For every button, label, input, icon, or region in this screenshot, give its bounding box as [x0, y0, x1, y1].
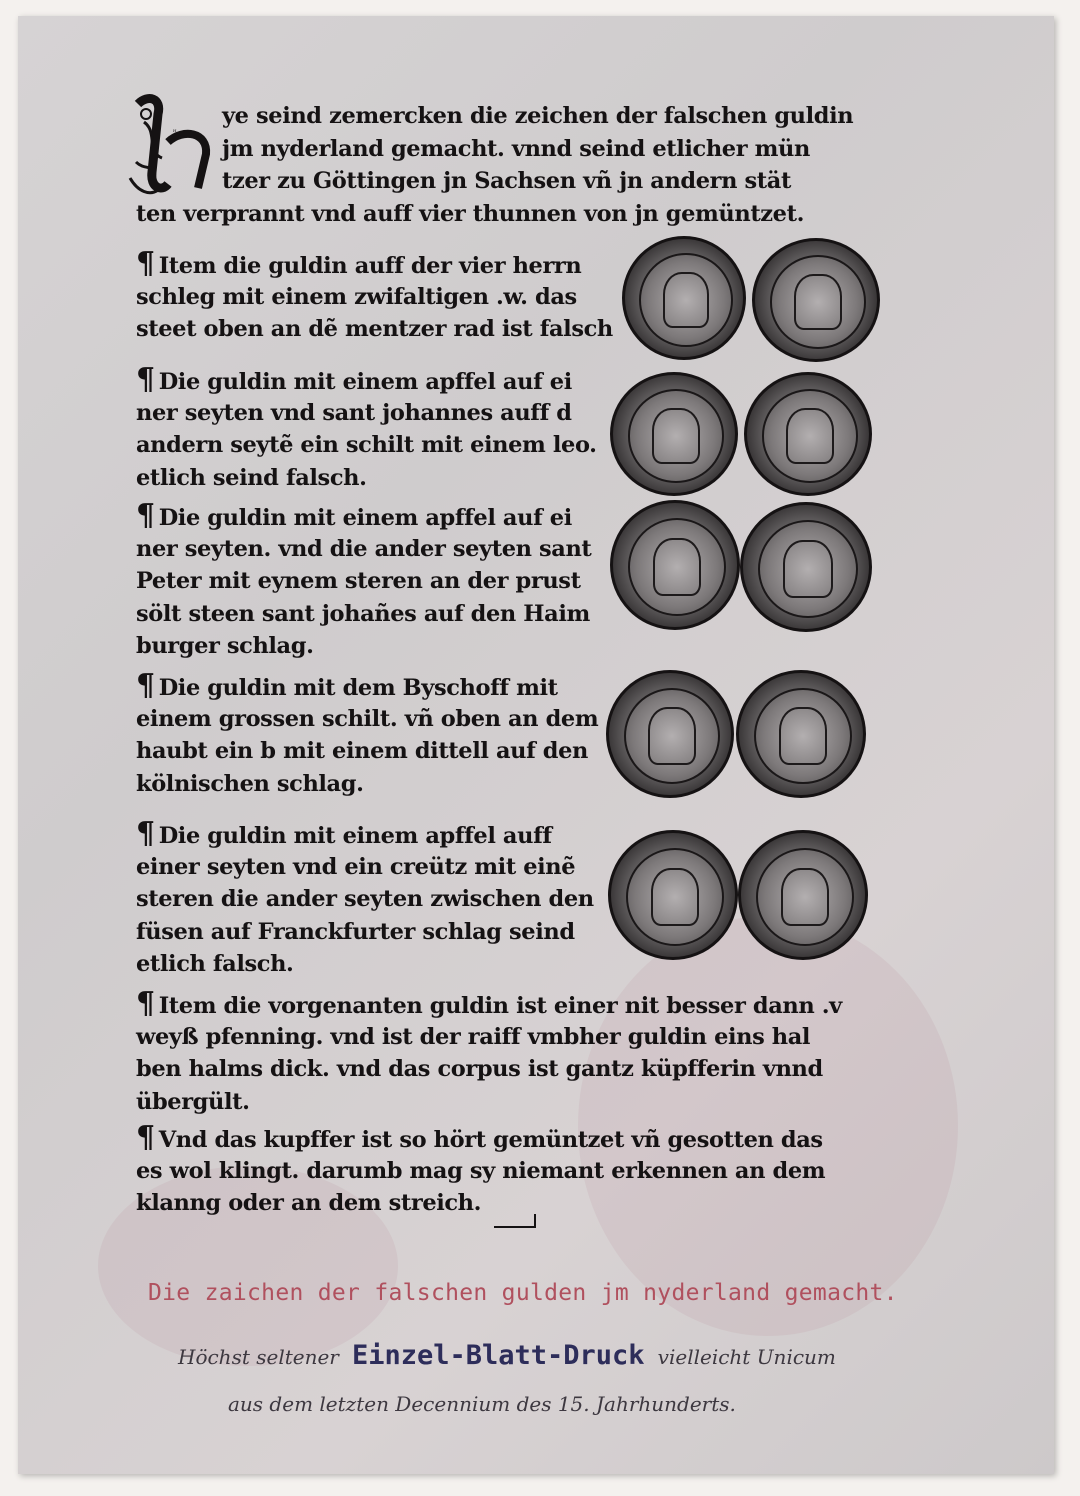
coin-icon — [738, 830, 868, 960]
paragraph-line: Item die vorgenanten guldin ist einer nit besser dann .v — [158, 993, 842, 1019]
coin-icon — [608, 830, 738, 960]
paragraph-line: weyß pfenning. vnd ist der raiff vmbher guldin eins hal — [136, 1023, 811, 1050]
coin-icon — [740, 502, 872, 632]
coin-icon — [736, 670, 866, 798]
caption-suffix: vielleicht Unicum — [657, 1345, 836, 1369]
header-text-block-2 — [136, 198, 804, 231]
pilcrow-icon: ¶ — [136, 498, 155, 533]
coin-icon — [752, 238, 880, 362]
paragraph-line: ner seyten vnd sant johannes auff d — [136, 399, 572, 426]
paragraph-line: einer seyten vnd ein creütz mit einẽ — [136, 853, 576, 880]
paragraph-line: einem grossen schilt. vñ oben an dem — [136, 705, 599, 732]
caption-line-2 — [178, 1340, 836, 1371]
paragraph-line: Die guldin mit einem apffel auff — [158, 823, 552, 849]
pilcrow-icon: ¶ — [136, 986, 155, 1021]
header-line: tzer zu Göttingen jn Sachsen vñ jn andern stät — [222, 168, 791, 194]
pilcrow-icon: ¶ — [136, 362, 155, 397]
caption-title: Einzel-Blatt-Druck — [351, 1340, 645, 1371]
paragraph-line: kölnischen schlag. — [136, 770, 364, 797]
paragraph-line: Vnd das kupffer ist so hört gemüntzet vñ gesotten das — [158, 1127, 823, 1153]
paragraph-line: Die guldin mit dem Byschoff mit — [158, 675, 558, 701]
caption-line-3: aus dem letzten Decennium des 15. Jahrhunderts. — [228, 1392, 736, 1416]
paragraph-line: etlich falsch. — [136, 951, 294, 977]
paragraph-line: übergült. — [136, 1088, 250, 1115]
red-caption: Die zaichen der falschen gulden jm nyderland gemacht. — [148, 1280, 898, 1306]
paragraph-line: es wol klingt. darumb mag sy niemant erkennen an dem — [136, 1157, 826, 1184]
paragraph-3 — [136, 500, 591, 663]
caption-prefix: Höchst seltener — [178, 1345, 339, 1369]
paragraph-6 — [136, 988, 842, 1118]
header-line: jm nyderland gemacht. vnnd seind etlicher mün — [222, 135, 810, 162]
header-line: ye seind zemercken die zeichen der falschen guldin — [222, 103, 854, 129]
decorated-initial-h-icon — [128, 92, 218, 200]
paragraph-line: haubt ein b mit einem dittell auf den — [136, 738, 588, 764]
paragraph-line: Die guldin mit einem apffel auf ei — [158, 505, 572, 531]
paragraph-4 — [136, 670, 598, 800]
paragraph-7 — [136, 1122, 825, 1220]
paragraph-line: burger schlag. — [136, 633, 314, 659]
svg-text:H: H — [173, 128, 177, 133]
paragraph-line: Item die guldin auff der vier herrn — [158, 253, 582, 279]
paragraph-line: ner seyten. vnd die ander seyten sant — [136, 535, 592, 562]
paragraph-line: Peter mit eynem steren an der prust — [136, 568, 581, 594]
paragraph-line: schleg mit einem zwifaltigen .w. das — [136, 283, 577, 310]
paragraph-line: steet oben an dẽ mentzer rad ist falsch — [136, 316, 613, 342]
header-line: ten verprannt vnd auff vier thunnen von jn gemüntzet. — [136, 201, 805, 227]
paragraph-line: sölt steen sant johañes auf den Haim — [136, 600, 590, 627]
coin-icon — [744, 372, 872, 496]
paragraph-line: füsen auf Franckfurter schlag seind — [136, 918, 575, 945]
paragraph-line: Die guldin mit einem apffel auf ei — [158, 369, 572, 395]
coin-icon — [610, 500, 740, 630]
paragraph-line: klanng oder an dem streich. — [136, 1190, 482, 1216]
pilcrow-icon: ¶ — [136, 246, 155, 281]
paragraph-5 — [136, 818, 594, 981]
end-mark-icon — [494, 1214, 536, 1228]
paragraph-line: ben halms dick. vnd das corpus ist gantz küpfferin vnnd — [136, 1056, 823, 1082]
paragraph-line: steren die ander seyten zwischen den — [136, 886, 594, 912]
coin-icon — [622, 236, 746, 360]
pilcrow-icon: ¶ — [136, 1120, 155, 1155]
paragraph-line: etlich seind falsch. — [136, 464, 367, 491]
coin-icon — [610, 372, 738, 496]
paragraph-2 — [136, 364, 597, 494]
pilcrow-icon: ¶ — [136, 668, 155, 703]
paragraph-1 — [136, 248, 613, 346]
coin-icon — [606, 670, 734, 798]
paragraph-line: andern seytẽ ein schilt mit einem leo. — [136, 432, 597, 458]
header-text-block — [222, 100, 853, 198]
pilcrow-icon: ¶ — [136, 816, 155, 851]
